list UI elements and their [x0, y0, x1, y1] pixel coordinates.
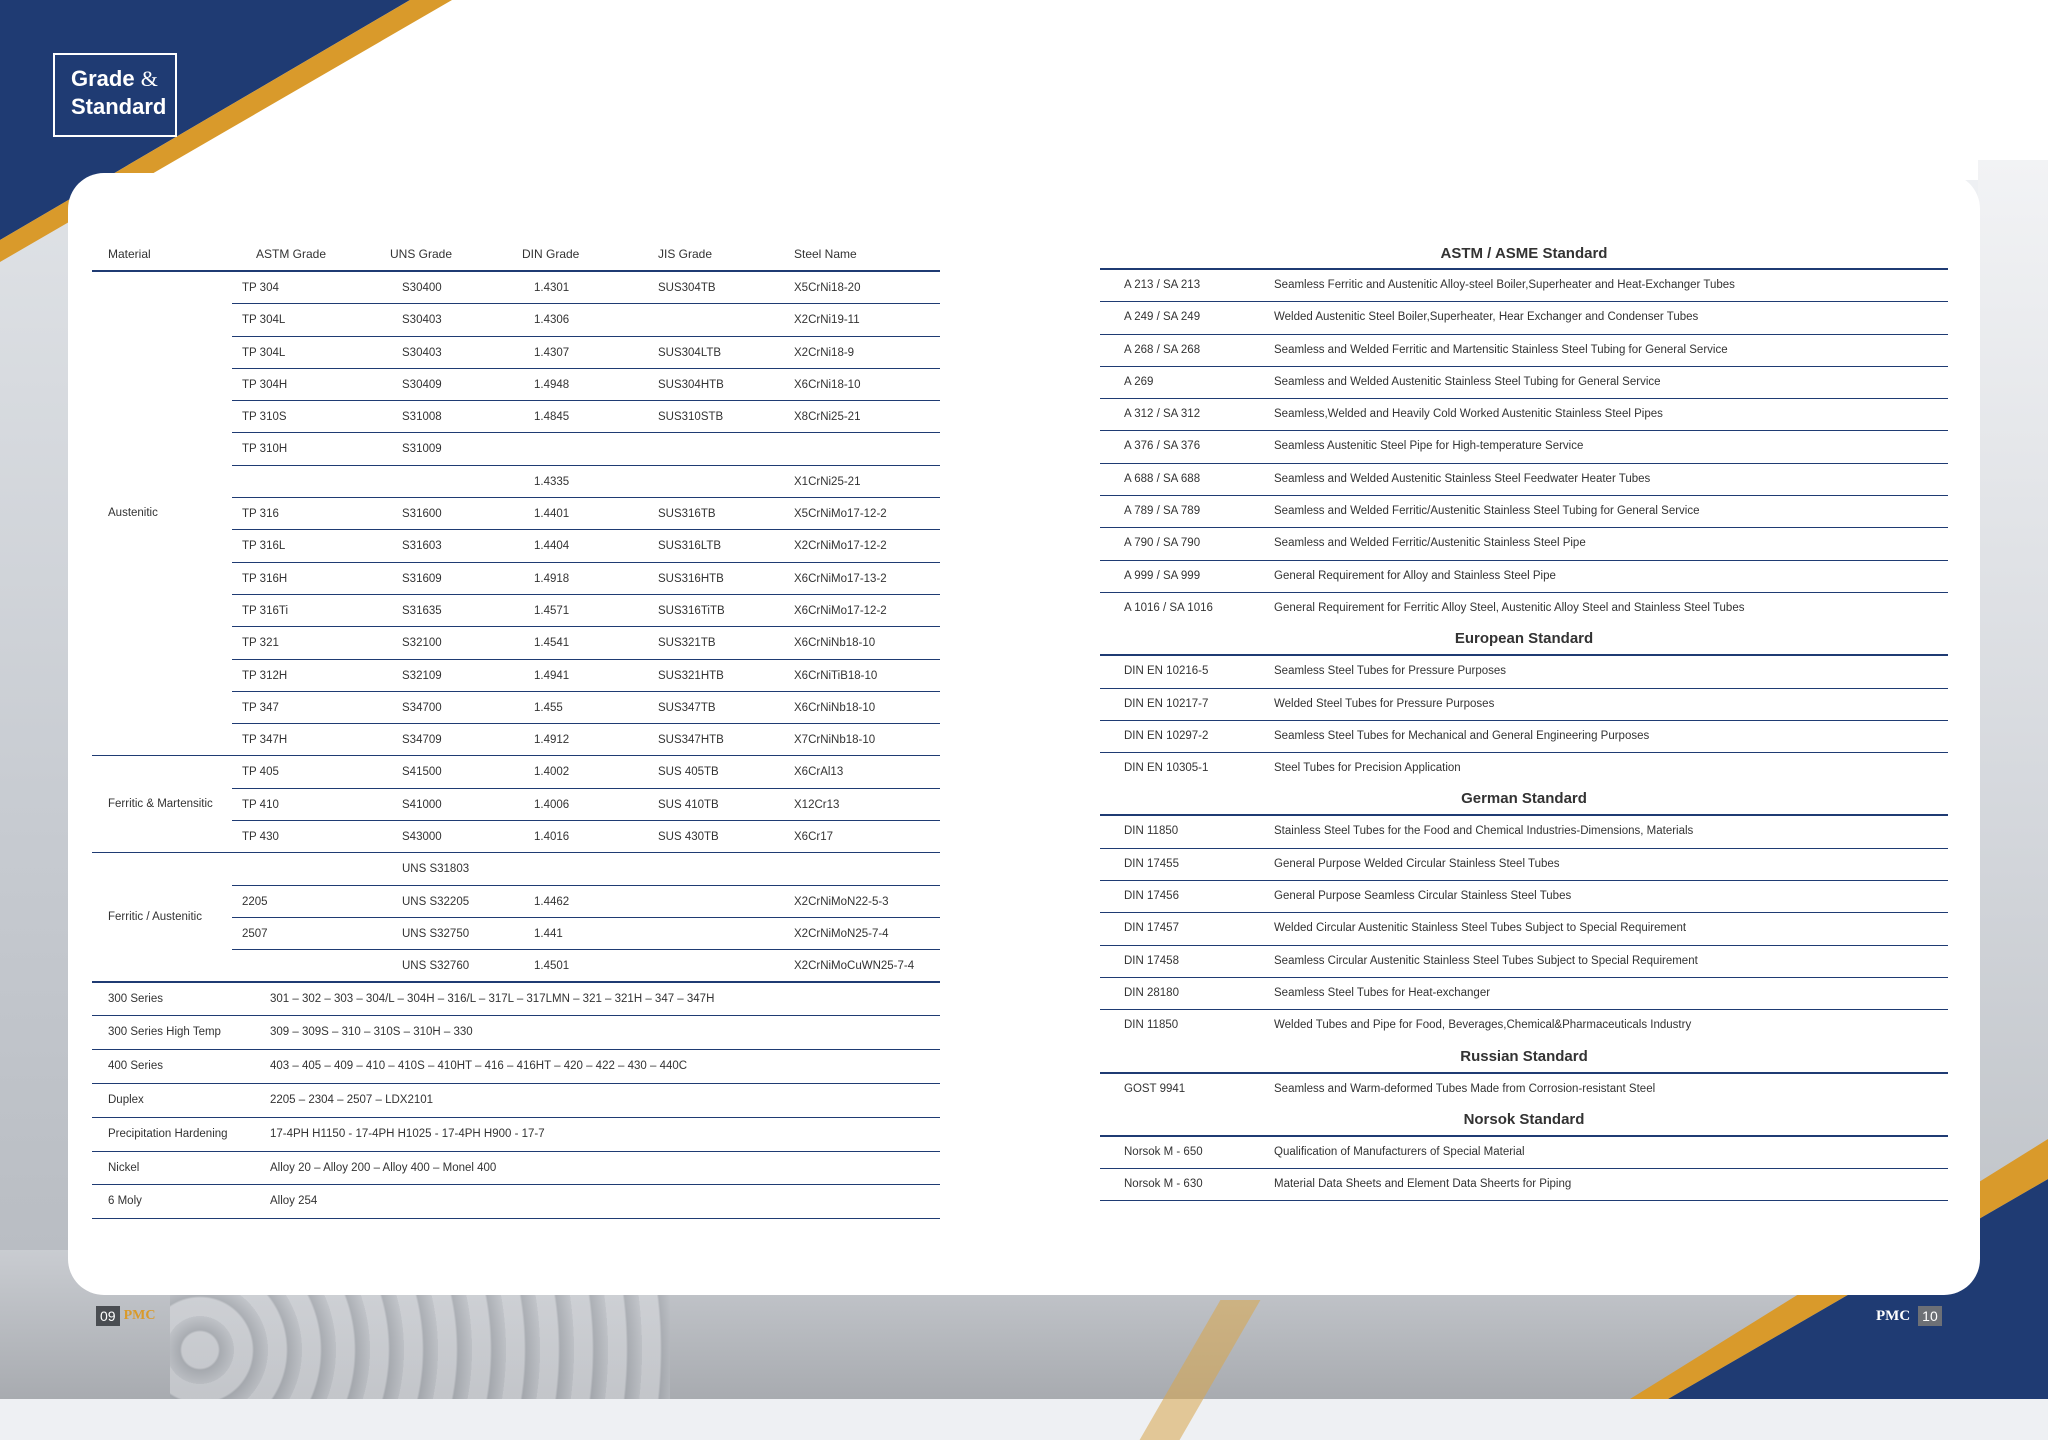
din-grade-cell: 1.4462 — [534, 895, 570, 908]
material-group — [92, 272, 940, 756]
steel-name-cell: X6CrNiMo17-12-2 — [794, 604, 887, 617]
table-row — [92, 498, 940, 530]
series-name: 6 Moly — [108, 1195, 142, 1208]
din-grade-cell: 1.4541 — [534, 637, 570, 650]
uns-grade-cell: S31609 — [402, 572, 442, 585]
jis-grade-cell: SUS321HTB — [658, 669, 724, 682]
uns-grade-cell: S34700 — [402, 701, 442, 714]
table-row — [1100, 721, 1948, 753]
table-row — [92, 627, 940, 659]
series-name: Duplex — [108, 1093, 144, 1106]
title-ampersand: & — [140, 66, 158, 91]
standard-code: DIN 11850 — [1124, 1019, 1179, 1032]
series-name: 400 Series — [108, 1060, 163, 1073]
table-row — [92, 369, 940, 401]
standard-section-title: ASTM / ASME Standard — [1100, 240, 1948, 270]
footer-right — [1876, 1305, 1942, 1327]
table-row — [92, 304, 940, 336]
header-astm-grade: ASTM Grade — [256, 247, 327, 261]
standard-description: General Purpose Welded Circular Stainless Steel Tubes — [1274, 857, 1560, 870]
standard-description: General Purpose Seamless Circular Stainless Steel Tubes — [1274, 890, 1572, 903]
standard-description: Stainless Steel Tubes for the Food and Chemical Industries-Dimensions, Materials — [1274, 825, 1694, 838]
astm-grade-cell: 2507 — [242, 927, 268, 940]
series-row — [92, 983, 940, 1017]
steel-name-cell: X8CrNi25-21 — [794, 411, 861, 424]
series-grades: Alloy 254 — [270, 1195, 318, 1208]
header-material: Material — [108, 247, 151, 261]
table-row — [92, 789, 940, 821]
table-row — [92, 401, 940, 433]
table-row — [1100, 1074, 1948, 1105]
table-row — [1100, 593, 1948, 624]
standard-section-title: German Standard — [1100, 784, 1948, 816]
series-grades: 309 – 309S – 310 – 310S – 310H – 330 — [270, 1026, 473, 1039]
din-grade-cell: 1.4307 — [534, 346, 570, 359]
standard-description: Seamless and Welded Austenitic Stainless Steel Feedwater Heater Tubes — [1274, 472, 1651, 485]
standard-description: Welded Tubes and Pipe for Food, Beverages,Chemical&Pharmaceuticals Industry — [1274, 1019, 1692, 1032]
jis-grade-cell: SUS316LTB — [658, 540, 722, 553]
table-row — [1100, 561, 1948, 593]
steel-name-cell: X1CrNi25-21 — [794, 475, 861, 488]
standard-code: DIN 17456 — [1124, 890, 1179, 903]
jis-grade-cell: SUS304LTB — [658, 346, 722, 359]
material-group — [92, 853, 940, 982]
series-row — [92, 1050, 940, 1084]
table-row — [1100, 978, 1948, 1010]
standard-code: DIN 17455 — [1124, 857, 1179, 870]
table-row — [1100, 881, 1948, 913]
table-row — [92, 466, 940, 498]
steel-name-cell: X6CrNiMo17-13-2 — [794, 572, 887, 585]
table-row — [1100, 399, 1948, 431]
astm-grade-cell: TP 430 — [242, 831, 279, 844]
uns-grade-cell: S43000 — [402, 831, 442, 844]
table-row — [92, 692, 940, 724]
standard-code: DIN 17457 — [1124, 922, 1179, 935]
series-row — [92, 1084, 940, 1118]
uns-grade-cell: S30403 — [402, 314, 442, 327]
background-right — [1978, 160, 2048, 1260]
material-group-label: Austenitic — [108, 507, 158, 520]
series-row — [92, 1185, 940, 1219]
grade-table-header — [92, 240, 940, 272]
standard-code: A 312 / SA 312 — [1124, 408, 1201, 421]
steel-name-cell: X2CrNiMo17-12-2 — [794, 540, 887, 553]
uns-grade-cell: S34709 — [402, 734, 442, 747]
jis-grade-cell: SUS347TB — [658, 701, 716, 714]
uns-grade-cell: S32109 — [402, 669, 442, 682]
table-row — [1100, 270, 1948, 302]
astm-grade-cell: TP 316Ti — [242, 604, 289, 617]
steel-name-cell: X6CrNi18-10 — [794, 378, 861, 391]
jis-grade-cell: SUS304HTB — [658, 378, 724, 391]
standard-description: Material Data Sheets and Element Data Sheerts for Piping — [1274, 1178, 1572, 1191]
standard-code: A 999 / SA 999 — [1124, 569, 1201, 582]
steel-name-cell: X2CrNiMoCuWN25-7-4 — [794, 960, 915, 973]
table-row — [1100, 946, 1948, 978]
jis-grade-cell: SUS 410TB — [658, 798, 719, 811]
header-jis-grade: JIS Grade — [658, 247, 713, 261]
din-grade-cell: 1.4571 — [534, 604, 570, 617]
steel-name-cell: X5CrNi18-20 — [794, 282, 861, 294]
page-title — [53, 53, 177, 137]
din-grade-cell: 1.4912 — [534, 734, 570, 747]
astm-grade-cell: TP 316 — [242, 508, 279, 521]
standard-code: A 688 / SA 688 — [1124, 472, 1201, 485]
din-grade-cell: 1.441 — [534, 927, 563, 940]
astm-grade-cell: TP 304H — [242, 378, 288, 391]
standard-code: A 213 / SA 213 — [1124, 279, 1201, 291]
uns-grade-cell: S31009 — [402, 443, 442, 456]
din-grade-cell: 1.4401 — [534, 508, 570, 521]
standard-section-title: European Standard — [1100, 624, 1948, 656]
standard-description: Seamless Steel Tubes for Pressure Purposes — [1274, 665, 1507, 678]
table-row — [1100, 528, 1948, 560]
table-row — [1100, 1169, 1948, 1201]
din-grade-cell: 1.4501 — [534, 960, 570, 973]
uns-grade-cell: S30400 — [402, 282, 442, 294]
table-row — [1100, 367, 1948, 399]
din-grade-cell: 1.4335 — [534, 475, 570, 488]
table-row — [92, 918, 940, 950]
table-row — [1100, 656, 1948, 688]
table-row — [1100, 431, 1948, 463]
din-grade-cell: 1.455 — [534, 701, 563, 714]
standard-code: A 1016 / SA 1016 — [1124, 601, 1213, 614]
standards-table — [1100, 240, 1948, 1201]
table-row — [92, 660, 940, 692]
standard-description: Seamless and Welded Ferritic/Austenitic Stainless Steel Pipe — [1274, 537, 1586, 550]
series-grades: Alloy 20 – Alloy 200 – Alloy 400 – Monel 400 — [270, 1161, 497, 1174]
jis-grade-cell: SUS321TB — [658, 637, 716, 650]
standard-description: Seamless and Warm-deformed Tubes Made from Corrosion-resistant Steel — [1274, 1082, 1656, 1095]
jis-grade-cell: SUS347HTB — [658, 734, 724, 747]
jis-grade-cell: SUS310STB — [658, 411, 724, 424]
uns-grade-cell: S41500 — [402, 766, 442, 779]
steel-name-cell: X6CrNiTiB18-10 — [794, 669, 878, 682]
table-row — [92, 950, 940, 982]
page-number-right: 10 — [1918, 1306, 1942, 1326]
jis-grade-cell: SUS 405TB — [658, 766, 719, 779]
table-row — [92, 756, 940, 788]
steel-name-cell: X2CrNiMoN22-5-3 — [794, 895, 889, 908]
table-row — [1100, 464, 1948, 496]
header-steel-name: Steel Name — [794, 247, 857, 261]
series-name: Precipitation Hardening — [108, 1127, 228, 1140]
series-row — [92, 1152, 940, 1186]
standard-code: A 269 — [1124, 375, 1154, 388]
din-grade-cell: 1.4404 — [534, 540, 570, 553]
uns-grade-cell: UNS S32205 — [402, 895, 470, 908]
standard-code: DIN EN 10305-1 — [1124, 762, 1209, 775]
background-pipes — [170, 1290, 670, 1399]
din-grade-cell: 1.4016 — [534, 831, 570, 844]
din-grade-cell: 1.4306 — [534, 314, 570, 327]
steel-name-cell: X2CrNiMoN25-7-4 — [794, 927, 889, 940]
astm-grade-cell: TP 310H — [242, 443, 288, 456]
uns-grade-cell: S32100 — [402, 637, 442, 650]
table-row — [1100, 1137, 1948, 1169]
astm-grade-cell: TP 310S — [242, 411, 287, 424]
din-grade-cell: 1.4941 — [534, 669, 570, 682]
uns-grade-cell: UNS S32760 — [402, 960, 470, 973]
astm-grade-cell: 2205 — [242, 895, 268, 908]
table-row — [92, 853, 940, 885]
series-row — [92, 1016, 940, 1050]
series-grades: 2205 – 2304 – 2507 – LDX2101 — [270, 1093, 434, 1106]
steel-name-cell: X6CrNiNb18-10 — [794, 637, 876, 650]
din-grade-cell: 1.4918 — [534, 572, 570, 585]
standard-description: General Requirement for Alloy and Stainless Steel Pipe — [1274, 569, 1556, 582]
series-name: Nickel — [108, 1161, 140, 1174]
table-row — [1100, 302, 1948, 334]
grade-groups — [92, 272, 940, 983]
series-row — [92, 1118, 940, 1152]
standard-code: A 268 / SA 268 — [1124, 343, 1201, 356]
standard-code: Norsok M - 630 — [1124, 1178, 1203, 1191]
standard-description: Seamless and Welded Ferritic/Austenitic Stainless Steel Tubing for General Service — [1274, 505, 1700, 518]
table-row — [1100, 689, 1948, 721]
table-row — [1100, 913, 1948, 945]
jis-grade-cell: SUS304TB — [658, 282, 716, 294]
din-grade-cell: 1.4301 — [534, 282, 570, 294]
background-left — [0, 180, 70, 1250]
standard-description: General Requirement for Ferritic Alloy Steel, Austenitic Alloy Steel and Stainless Steel Tubes — [1274, 601, 1745, 614]
footer-left — [96, 1305, 155, 1327]
steel-name-cell: X2CrNi19-11 — [794, 314, 860, 327]
standard-code: DIN EN 10217-7 — [1124, 697, 1209, 710]
steel-name-cell: X2CrNi18-9 — [794, 346, 855, 359]
uns-grade-cell: S31008 — [402, 411, 442, 424]
astm-grade-cell: TP 347 — [242, 701, 279, 714]
standard-code: DIN EN 10297-2 — [1124, 729, 1209, 742]
uns-grade-cell: S30409 — [402, 378, 442, 391]
jis-grade-cell: SUS316TB — [658, 508, 716, 521]
steel-name-cell: X6CrNiNb18-10 — [794, 701, 876, 714]
series-name: 300 Series High Temp — [108, 1026, 221, 1039]
grade-table — [92, 240, 940, 1219]
table-row — [92, 272, 940, 304]
standard-code: DIN 17458 — [1124, 954, 1179, 967]
series-grades: 17-4PH H1150 - 17-4PH H1025 - 17-4PH H900 - 17-7 — [270, 1127, 545, 1140]
astm-grade-cell: TP 312H — [242, 669, 288, 682]
brand-logo-left: PMC — [123, 1308, 156, 1323]
uns-grade-cell: UNS S31803 — [402, 863, 470, 876]
steel-name-cell: X6CrAl13 — [794, 766, 844, 779]
din-grade-cell: 1.4845 — [534, 411, 570, 424]
standard-section-title: Norsok Standard — [1100, 1105, 1948, 1137]
standard-code: A 376 / SA 376 — [1124, 440, 1201, 453]
standard-description: Seamless Austenitic Steel Pipe for High-temperature Service — [1274, 440, 1584, 453]
header-uns-grade: UNS Grade — [390, 247, 453, 261]
table-row — [92, 337, 940, 369]
standard-description: Welded Circular Austenitic Stainless Steel Tubes Subject to Special Requirement — [1274, 922, 1687, 935]
standard-section-title: Russian Standard — [1100, 1042, 1948, 1074]
material-group-label: Ferritic / Austenitic — [108, 910, 202, 923]
astm-grade-cell: TP 347H — [242, 734, 288, 747]
steel-name-cell: X6Cr17 — [794, 831, 833, 844]
standard-description: Seamless and Welded Austenitic Stainless Steel Tubing for General Service — [1274, 375, 1661, 388]
astm-grade-cell: TP 410 — [242, 798, 279, 811]
table-row — [92, 530, 940, 562]
series-grades: 403 – 405 – 409 – 410 – 410S – 410HT – 416 – 416HT – 420 – 422 – 430 – 440C — [270, 1060, 688, 1073]
page-number-left: 09 — [96, 1306, 120, 1326]
standard-code: A 790 / SA 790 — [1124, 537, 1201, 550]
astm-grade-cell: TP 316H — [242, 572, 288, 585]
astm-grade-cell: TP 304L — [242, 346, 286, 359]
standard-description: Seamless Circular Austenitic Stainless Steel Tubes Subject to Special Requirement — [1274, 954, 1698, 967]
uns-grade-cell: S31603 — [402, 540, 442, 553]
astm-grade-cell: TP 304 — [242, 282, 279, 294]
standard-description: Seamless Steel Tubes for Heat-exchanger — [1274, 986, 1491, 999]
table-row — [92, 563, 940, 595]
table-row — [92, 433, 940, 465]
astm-grade-cell: TP 316L — [242, 540, 286, 553]
standard-description: Seamless,Welded and Heavily Cold Worked Austenitic Stainless Steel Pipes — [1274, 408, 1663, 421]
table-row — [92, 724, 940, 756]
material-group — [92, 756, 940, 853]
astm-grade-cell: TP 321 — [242, 637, 279, 650]
title-line-2: Standard — [71, 94, 167, 119]
steel-name-cell: X7CrNiNb18-10 — [794, 734, 876, 747]
uns-grade-cell: UNS S32750 — [402, 927, 470, 940]
material-group-label: Ferritic & Martensitic — [108, 797, 213, 810]
standard-code: DIN EN 10216-5 — [1124, 665, 1209, 678]
astm-grade-cell: TP 405 — [242, 766, 279, 779]
table-row — [92, 595, 940, 627]
table-row — [1100, 496, 1948, 528]
brand-logo-right: PMC — [1876, 1307, 1911, 1324]
standard-code: GOST 9941 — [1124, 1082, 1186, 1095]
steel-name-cell: X12Cr13 — [794, 798, 840, 811]
header-din-grade: DIN Grade — [522, 247, 580, 261]
standard-description: Seamless Steel Tubes for Mechanical and General Engineering Purposes — [1274, 729, 1650, 742]
standard-code: A 789 / SA 789 — [1124, 505, 1201, 518]
standard-description: Welded Steel Tubes for Pressure Purposes — [1274, 697, 1495, 710]
astm-grade-cell: TP 304L — [242, 314, 286, 327]
standard-code: A 249 / SA 249 — [1124, 311, 1201, 324]
table-row — [92, 886, 940, 918]
title-line-1: Grade — [71, 66, 135, 91]
din-grade-cell: 1.4006 — [534, 798, 570, 811]
table-row — [1100, 335, 1948, 367]
standard-code: DIN 28180 — [1124, 986, 1179, 999]
standard-description: Qualification of Manufacturers of Special Material — [1274, 1145, 1525, 1158]
standard-description: Seamless and Welded Ferritic and Martensitic Stainless Steel Tubing for General Service — [1274, 343, 1728, 356]
din-grade-cell: 1.4002 — [534, 766, 570, 779]
jis-grade-cell: SUS316TiTB — [658, 604, 725, 617]
standard-description: Welded Austenitic Steel Boiler,Superheater, Hear Exchanger and Condenser Tubes — [1274, 311, 1699, 324]
table-row — [1100, 1010, 1948, 1041]
series-name: 300 Series — [108, 992, 163, 1005]
table-row — [1100, 816, 1948, 848]
series-rows — [92, 983, 940, 1220]
table-row — [92, 821, 940, 853]
steel-name-cell: X5CrNiMo17-12-2 — [794, 508, 887, 521]
uns-grade-cell: S30403 — [402, 346, 442, 359]
uns-grade-cell: S31600 — [402, 508, 442, 521]
standard-description: Steel Tubes for Precision Application — [1274, 762, 1461, 775]
standard-code: DIN 11850 — [1124, 825, 1179, 838]
uns-grade-cell: S31635 — [402, 604, 442, 617]
din-grade-cell: 1.4948 — [534, 378, 570, 391]
table-row — [1100, 753, 1948, 784]
uns-grade-cell: S41000 — [402, 798, 442, 811]
jis-grade-cell: SUS 430TB — [658, 831, 719, 844]
standard-description: Seamless Ferritic and Austenitic Alloy-steel Boiler,Superheater and Heat-Exchanger Tubes — [1274, 279, 1735, 291]
table-row — [1100, 849, 1948, 881]
series-grades: 301 – 302 – 303 – 304/L – 304H – 316/L – 317L – 317LMN – 321 – 321H – 347 – 347H — [270, 992, 715, 1005]
jis-grade-cell: SUS316HTB — [658, 572, 724, 585]
standard-code: Norsok M - 650 — [1124, 1145, 1203, 1158]
